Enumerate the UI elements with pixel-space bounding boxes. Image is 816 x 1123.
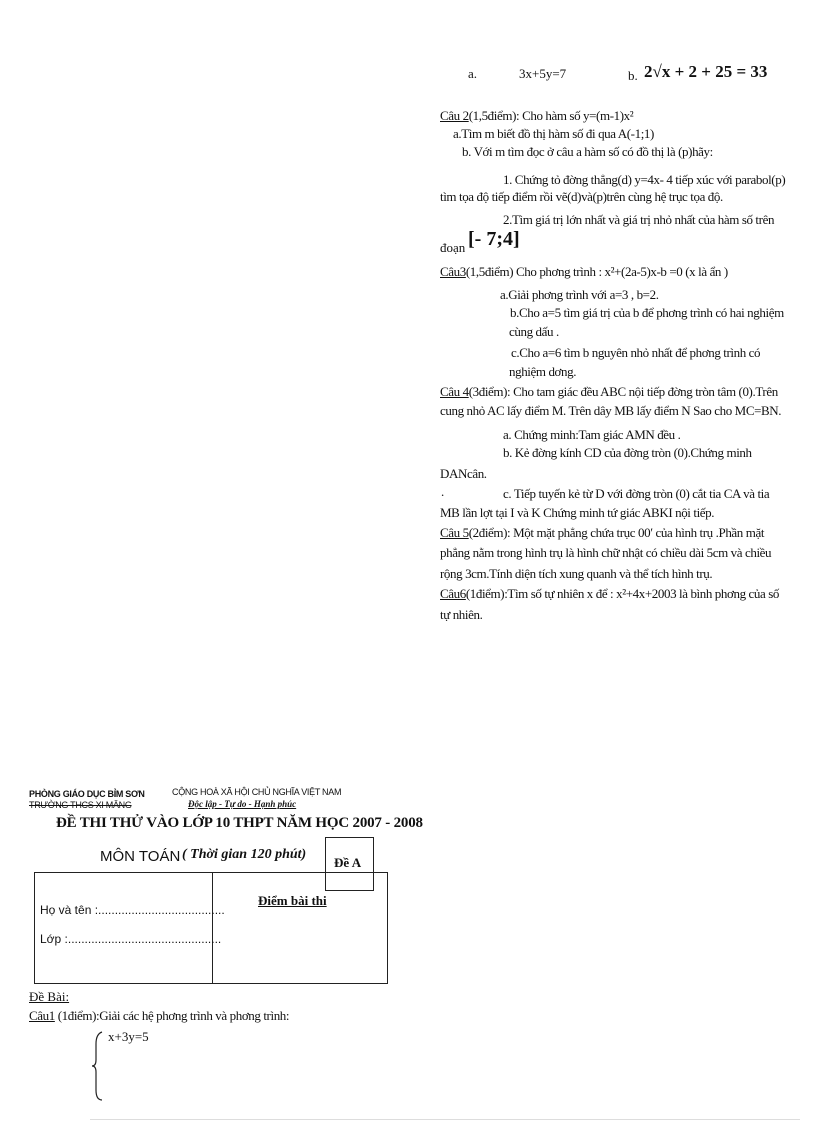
q4-a: a. Chứng minh:Tam giác AMN đều . [503, 427, 681, 442]
subject: MÔN TOÁN [100, 848, 181, 865]
q5-line2: phẳng nằm trong hình trụ là hình chữ nhật có chiều dài 5cm và chiều [440, 545, 772, 560]
q4-c-line2: MB lần lợt tại I và K Chứng minh tứ giác ABKI nội tiếp. [440, 505, 715, 520]
q6-line2: tự nhiên. [440, 607, 483, 622]
q4-c-dot: . [441, 484, 445, 499]
q2-interval: [- 7;4] [468, 228, 520, 250]
q3-c-line1: c.Cho a=6 tìm b nguyên nhỏ nhất để phơng trình có [511, 345, 761, 360]
duration: ( Thời gian 120 phút) [182, 847, 307, 862]
q3-points: (1,5điểm) Cho phơng trình : x²+(2a-5)x-b =0 (x là ẩn ) [465, 264, 728, 279]
q4-points: (3điểm): Cho tam giác đều ABC nội tiếp đờng tròn tâm (0).Trên [468, 384, 778, 399]
nation-name: CỘNG HOÀ XÃ HỘI CHỦ NGHĨA VIỆT NAM [172, 787, 342, 797]
office-name: PHÒNG GIÁO DỤC BỈM SƠN [29, 789, 145, 799]
q1-label: Câu1 [29, 1008, 55, 1023]
exam-title: ĐỀ THI THỬ VÀO LỚP 10 THPT NĂM HỌC 2007 - 2008 [56, 815, 423, 831]
q5-heading [440, 525, 764, 541]
q4-c-line1: c. Tiếp tuyến kẻ từ D với đờng tròn (0) cắt tia CA và tia [503, 486, 770, 501]
q3-b-line1: b.Cho a=5 tìm giá trị của b để phơng trình có hai nghiệm [510, 305, 784, 320]
q1-text: (1điểm):Giải các hệ phơng trình và phơng trình: [54, 1008, 290, 1023]
q2-label: Câu 2 [440, 108, 469, 123]
q3-a: a.Giải phơng trình với a=3 , b=2. [500, 287, 659, 302]
q2-b2-line1: 2.Tìm giá trị lớn nhất và giá trị nhỏ nhất của hàm số trên [503, 212, 775, 227]
q1-heading [29, 1008, 289, 1024]
q2-a: a.Tìm m biết đồ thị hàm số đi qua A(-1;1) [453, 126, 654, 141]
q1-a-label: a. [468, 66, 478, 81]
q6-label: Câu6 [440, 586, 466, 601]
q3-heading [440, 264, 728, 280]
student-name-field[interactable]: Họ và tên :...................................... [40, 903, 225, 917]
q1-b-label: b. [628, 68, 638, 83]
school-name: TRƯỜNG THCS XI MĂNG [29, 800, 132, 810]
q2-b1-line1: 1. Chứng tỏ đờng thẳng(d) y=4x- 4 tiếp xúc với parabol(p) [503, 172, 786, 187]
student-info-form [34, 872, 388, 984]
q2-points: (1,5điểm): Cho hàm số y=(m-1)x² [468, 108, 634, 123]
q2-b: b. Với m tìm đọc ở câu a hàm số có đồ thị là (p)hãy: [462, 144, 713, 159]
q3-c-line2: nghiệm dơng. [509, 364, 577, 379]
nation-motto: Độc lập - Tự do - Hạnh phúc [188, 799, 297, 809]
system-equation: x+3y=5 [108, 1029, 149, 1044]
q4-line2: cung nhỏ AC lấy điểm M. Trên dây MB lấy điểm N Sao cho MC=BN. [440, 403, 782, 418]
q4-b-line1: b. Kẻ đờng kính CD của đờng tròn (0).Chứng minh [503, 445, 752, 460]
q3-b-line2: cùng dấu . [509, 324, 559, 339]
q4-label: Câu 4 [440, 384, 469, 399]
form-divider [212, 872, 213, 983]
q2-heading [440, 108, 633, 124]
student-class-field[interactable]: Lớp :.............................................. [40, 932, 222, 946]
score-label: Điểm bài thi [258, 893, 327, 908]
q3-label: Câu3 [440, 264, 466, 279]
system-brace [92, 1030, 106, 1102]
q4-heading [440, 384, 778, 400]
q1-a-equation: 3x+5y=7 [519, 66, 567, 81]
q4-b-line2: DANcân. [440, 466, 487, 481]
exam-heading: Đề Bài: [29, 989, 70, 1004]
q1-b-equation: 2√x + 2 + 25 = 33 [644, 62, 768, 81]
q6-heading [440, 586, 779, 602]
exam-code: Đề A [334, 855, 362, 870]
q5-points: (2điểm): Một mặt phẳng chứa trục 00′ của hình trụ .Phần mặt [468, 525, 765, 540]
q5-line3: rộng 3cm.Tính diện tích xung quanh và thể tích hình trụ. [440, 566, 713, 581]
q6-points: (1điểm):Tìm số tự nhiên x để : x²+4x+2003 là bình phơng của số [465, 586, 779, 601]
q2-b2-prefix: đoạn [440, 240, 466, 255]
q5-label: Câu 5 [440, 525, 469, 540]
page-bottom-rule [90, 1119, 800, 1120]
q2-b1-line2: tìm tọa độ tiếp điểm rồi vẽ(d)và(p)trên cùng hệ trục tọa độ. [440, 189, 723, 204]
